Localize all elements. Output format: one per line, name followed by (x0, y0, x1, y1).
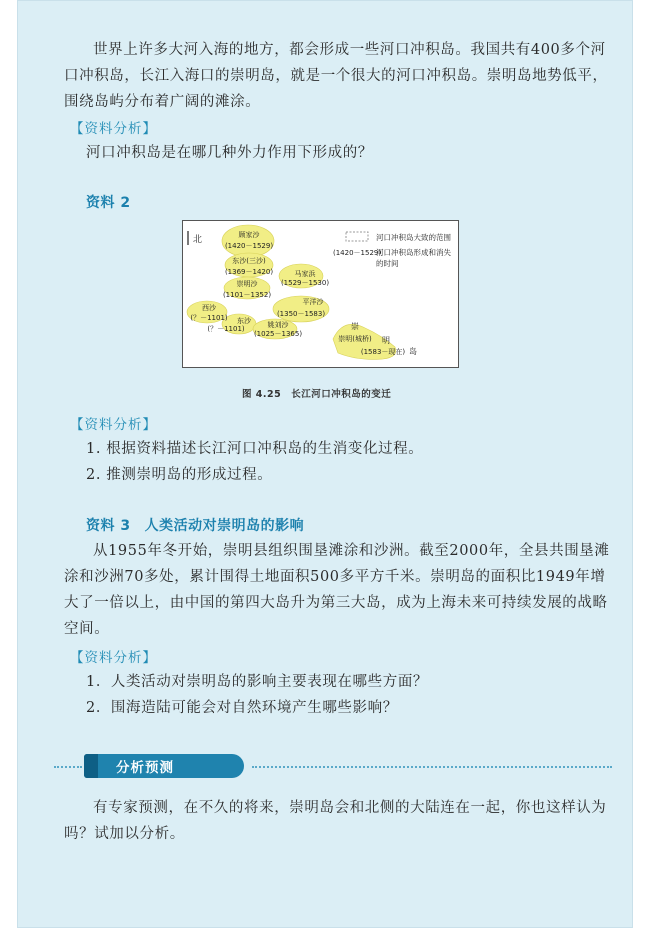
legend-range-label: 河口冲积岛大致的范围 (376, 233, 451, 242)
big-island-char: 岛 (409, 347, 417, 356)
material2-heading: 资料 2 (86, 195, 131, 211)
analysis-label-1: 【资料分析】 (70, 121, 157, 137)
dotted-rule-right (252, 766, 612, 768)
island-period: (1350－1583) (276, 310, 326, 318)
island-label: 崇明(城桥) (338, 335, 372, 343)
big-island-char: 明 (382, 336, 390, 345)
figure-title: 长江河口冲积岛的变迁 (291, 389, 392, 400)
intro-paragraph: 世界上许多大河入海的地方，都会形成一些河口冲积岛。我国共有400多个河口冲积岛，长江入海口的崇明岛，就是一个很大的河口冲积岛。崇明岛地势低平，围绕岛屿分布着广阔的滩涂。 (64, 42, 608, 110)
island-label: 姚刘沙 (267, 321, 289, 329)
legend-range-swatch (346, 232, 368, 241)
forecast-paragraph: 有专家预测，在不久的将来，崇明岛会和北侧的大陆连在一起，你也这样认为吗？试加以分析。 (64, 800, 607, 842)
analysis-label-3: 【资料分析】 (70, 650, 157, 666)
figure-caption (242, 386, 391, 400)
legend-time-label-line1: 河口冲积岛形成和消失 (376, 248, 451, 257)
material3-question-1: 1．人类活动对崇明岛的影响主要表现在哪些方面？ (86, 674, 429, 690)
island-period: (1420－1529) (224, 242, 274, 250)
forecast-section-bar (54, 754, 614, 780)
material3-heading (86, 515, 304, 535)
island-period: (1529－1530) (280, 279, 330, 287)
island-label: 崇明沙 (236, 280, 258, 288)
figure-number: 图 4.25 (242, 389, 282, 400)
material2-question-1: 1. 根据资料描述长江河口冲积岛的生消变化过程。 (86, 441, 424, 457)
island-period: (？－1101) (207, 325, 245, 333)
island-evolution-map (182, 220, 459, 368)
island-period: (1101－1352) (222, 291, 272, 299)
analysis-label-2: 【资料分析】 (70, 417, 157, 433)
big-island-char: 崇 (351, 322, 359, 331)
material2-question-2: 2. 推测崇明岛的形成过程。 (86, 467, 273, 483)
intro-question: 河口冲积岛是在哪几种外力作用下形成的？ (86, 145, 373, 161)
island-label: 东沙 (237, 317, 251, 325)
material3-paragraph: 从1955年冬开始，崇明县组织围垦滩涂和沙洲。截至2000年，全县共围垦滩涂和沙洲70多处，累计围得土地面积500多平方千米。崇明岛的面积比1949年增大了一倍以上，由中国的第四大岛升为第三大岛，成为上海未来可持续发展的战略空间。 (64, 543, 610, 637)
island-label: 马家浜 (294, 270, 316, 278)
island-period: (1025－1365) (253, 330, 303, 338)
forecast-title: 分析预测 (116, 760, 174, 776)
island-period: (1369－1420) (224, 268, 274, 276)
material3-label: 资料 3 (86, 518, 131, 534)
badge-notch (84, 754, 98, 778)
legend-time-label-line2: 的时间 (376, 259, 399, 268)
material3-question-2: 2．围海造陆可能会对自然环境产生哪些影响？ (86, 700, 398, 716)
island-label: 顾家沙 (238, 231, 260, 239)
island-label: 东沙(三沙) (232, 257, 266, 265)
dotted-rule-left (54, 766, 82, 768)
island-label: 平洋沙 (302, 298, 324, 306)
material3-title: 人类活动对崇明岛的影响 (144, 518, 305, 534)
island-period: (1583－现在) (360, 348, 406, 356)
legend-time-sample: (1420－1529) (333, 249, 382, 257)
island-period: (？－1101) (190, 314, 228, 322)
north-label: 北 (193, 235, 203, 245)
island-gujiasha (222, 225, 274, 257)
forecast-title-badge (84, 754, 244, 778)
island-label: 西沙 (202, 304, 216, 312)
